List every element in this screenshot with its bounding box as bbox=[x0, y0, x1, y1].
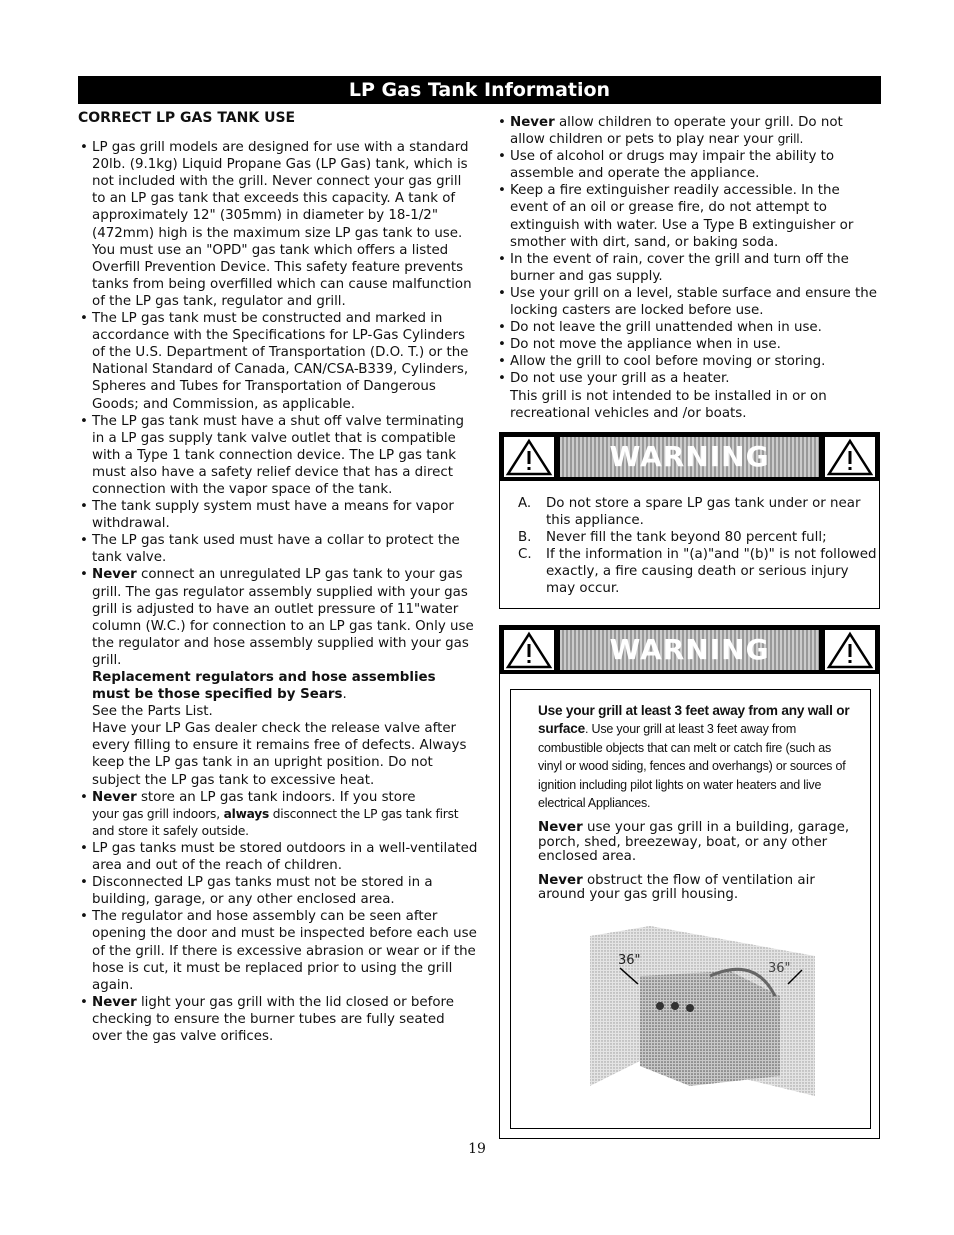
warning-title: WARNING bbox=[609, 633, 770, 666]
note: This grill is not intended to be installed in or on recreational vehicles and /or boats. bbox=[510, 388, 827, 421]
note: See the Parts List. bbox=[92, 704, 213, 720]
item-text: Do not store a spare LP gas tank under or near this appliance. bbox=[546, 496, 861, 529]
list-item: • Do not use your grill as a heater. bbox=[496, 370, 881, 387]
text: connect an unregulated LP gas tank to your gas grill. The gas regulator assembly supplied with your gas grill is adjusted to have an outlet pressure of 11"water column (W.C.) for connection to an LP gas tank. Only use the regulator and hose assembly supplied with your gas grill. bbox=[92, 567, 474, 668]
list-item bbox=[78, 789, 478, 840]
text: use your gas grill in a building, garage, porch, shed, breezeway, boat, or any other enclosed area. bbox=[538, 820, 850, 865]
tank-use-list-cont bbox=[78, 789, 478, 1045]
list-item: • The LP gas tank used must have a collar to protect the tank valve. bbox=[78, 532, 478, 566]
list-item: • Keep a fire extinguisher readily accessible. In the event of an oil or grease fire, do not attempt to extinguish with water. Use a Type B extinguisher or smother with dirt, sand, or baking soda. bbox=[496, 182, 881, 250]
warning-box-1 bbox=[499, 432, 880, 609]
item-key: A. bbox=[518, 496, 532, 511]
warning-header bbox=[500, 626, 879, 674]
list-item: • The regulator and hose assembly can be seen after opening the door and must be inspected before each use of the grill. If there is excessive abrasion or wear or if the hose is cut, it must be replaced prior to using the grill again. bbox=[78, 908, 478, 993]
grill-clearance-illustration bbox=[580, 926, 820, 1096]
list-item: • Use your grill on a level, stable surface and ensure the locking casters are locked before use. bbox=[496, 285, 881, 319]
list-item: • Do not leave the grill unattended when in use. bbox=[496, 319, 881, 336]
list-item bbox=[518, 529, 879, 546]
list-item: • LP gas tanks must be stored outdoors in a well-ventilated area and out of the reach of children. bbox=[78, 840, 478, 874]
emphasis: Never bbox=[510, 115, 555, 130]
page-number: 19 bbox=[468, 1141, 486, 1157]
emphasis: Use your grill at least 3 feet away from any wall or surface bbox=[538, 703, 850, 737]
text: store an LP gas tank indoors. If you store bbox=[136, 789, 416, 805]
section-banner: LP Gas Tank Information bbox=[78, 76, 881, 104]
list-item bbox=[78, 566, 478, 703]
emphasis: always bbox=[223, 806, 270, 821]
list-item bbox=[496, 114, 881, 148]
item-key: B. bbox=[518, 530, 532, 546]
item-text: If the information in "(a)"and "(b)" is not followed exactly, a fire causing death or serious injury may occur. bbox=[546, 547, 877, 597]
list-item: • Disconnected LP gas tanks must not be stored in a building, garage, or any other enclosed area. bbox=[78, 874, 478, 908]
clearance-label-right: 36" bbox=[768, 961, 791, 976]
text: disconnect the LP gas tank first and store it safely outside. bbox=[92, 806, 459, 838]
warning-triangle-icon bbox=[825, 437, 875, 477]
list-item: • The LP gas tank must be constructed and marked in accordance with the Specifications for LP-Gas Cylinders of the U.S. Department of Transportation (D.O. T.) or the National Standard of Canada, CAN/CSA-B339, Cylinders, Spheres and Tubes for Transportation of Dangerous Goods; and Commission, as applicable. bbox=[78, 310, 478, 413]
emphasis: Replacement regulators and hose assemblies must be those specified by Sears bbox=[92, 670, 436, 703]
safety-list bbox=[496, 114, 881, 388]
list-item: • The LP gas tank must have a shut off valve terminating in a LP gas supply tank valve outlet that is compatible with a Type 1 tank connection device. The LP gas tank must also have a safety relief device that has a direct connection with the vapor space of the tank. bbox=[78, 413, 478, 498]
list-item: • In the event of rain, cover the grill and turn off the burner and gas supply. bbox=[496, 251, 881, 285]
emphasis: Never bbox=[92, 789, 137, 805]
paragraph bbox=[538, 821, 858, 865]
text: obstruct the flow of ventilation air around your gas grill housing. bbox=[538, 872, 815, 903]
list-item: • Allow the grill to cool before moving or storing. bbox=[496, 353, 881, 370]
list-item: • Use of alcohol or drugs may impair the ability to assemble and operate the appliance. bbox=[496, 148, 881, 182]
emphasis: Never bbox=[538, 872, 583, 888]
emphasis: Never bbox=[92, 567, 137, 583]
section-heading: CORRECT LP GAS TANK USE bbox=[78, 110, 296, 126]
text: . bbox=[342, 687, 347, 703]
warning-2-text bbox=[538, 702, 858, 903]
emphasis: Never bbox=[92, 994, 137, 1010]
warning-header bbox=[500, 433, 879, 481]
list-item bbox=[518, 495, 879, 529]
warning-title: WARNING bbox=[609, 440, 770, 473]
warning-box-2 bbox=[499, 625, 880, 1139]
list-item: • Do not move the appliance when in use. bbox=[496, 336, 881, 353]
text: your gas grill indoors, bbox=[92, 806, 224, 821]
list-item: • The tank supply system must have a means for vapor withdrawal. bbox=[78, 498, 478, 532]
left-column bbox=[78, 110, 478, 1045]
lead-paragraph bbox=[538, 702, 858, 812]
item-text: Never fill the tank beyond 80 percent full; bbox=[546, 530, 827, 546]
right-column bbox=[496, 114, 881, 422]
item-key: C. bbox=[518, 547, 532, 563]
list-item bbox=[78, 994, 478, 1045]
text: . Use your grill at least 3 feet away from combustible objects that can melt or catch fire (such as vinyl or wood siding, fences and overhangs) or sources of ignition including pilot lights on water heaters and live electrical Appliances. bbox=[538, 722, 846, 811]
text: light your gas grill with the lid closed or before checking to ensure the burner tubes are fully seated over the gas valve orifices. bbox=[92, 994, 455, 1044]
warning-list bbox=[518, 495, 879, 598]
tank-use-list bbox=[78, 139, 478, 703]
text: allow children to operate your grill. Do not allow children or pets to play near your bbox=[510, 115, 843, 148]
note: Have your LP Gas dealer check the release valve after every filling to ensure it remains free of defects. Always keep the LP gas tank in an upright position. Do not subject the LP gas tank to excessive heat. bbox=[92, 721, 467, 788]
list-item bbox=[518, 546, 879, 597]
list-item: • LP gas grill models are designed for use with a standard 20lb. (9.1kg) Liquid Propane Gas (LP Gas) tank, which is not included with the grill. Never connect your gas grill to an LP gas tank that exceeds this capacity. A tank of approximately 12" (305mm) in diameter by 18-1/2" (472mm) high is the maximum size LP gas tank to use. You must use an "OPD" gas tank which offers a listed Overfill Prevention Device. This safety feature prevents tanks from being overfilled which can cause malfunction of the LP gas tank, regulator and grill. bbox=[78, 139, 478, 310]
paragraph bbox=[538, 874, 858, 903]
text: grill. bbox=[777, 132, 804, 147]
emphasis: Never bbox=[538, 820, 583, 836]
clearance-label-left: 36" bbox=[618, 953, 641, 968]
warning-triangle-icon bbox=[825, 630, 875, 670]
